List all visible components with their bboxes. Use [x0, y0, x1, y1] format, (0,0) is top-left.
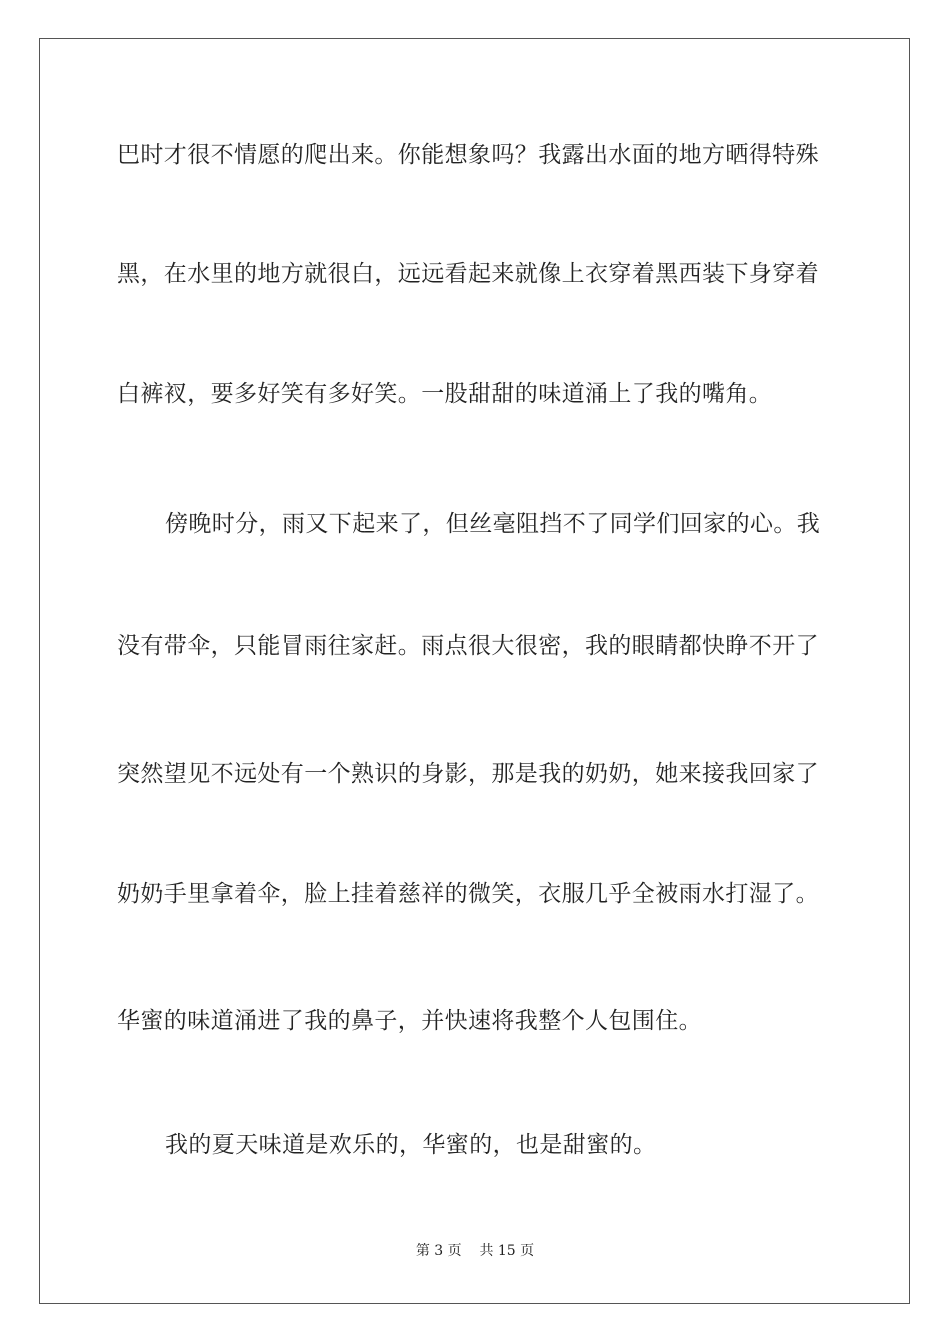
text-line-6: 突然望见不远处有一个熟识的身影，那是我的奶奶，她来接我回家了	[117, 761, 819, 787]
page-footer	[0, 1240, 950, 1260]
text-line-7: 奶奶手里拿着伞，脸上挂着慈祥的微笑，衣服几乎全被雨水打湿了。	[117, 881, 819, 907]
text-line-2: 黑，在水里的地方就很白，远远看起来就像上衣穿着黑西装下身穿着	[117, 261, 819, 287]
text-line-4: 傍晚时分，雨又下起来了，但丝毫阻挡不了同学们回家的心。我	[165, 511, 821, 537]
text-line-3: 白裤衩，要多好笑有多好笑。一股甜甜的味道涌上了我的嘴角。	[117, 381, 773, 407]
page-number: 第 3 页	[415, 1243, 462, 1259]
page-frame	[39, 38, 910, 1304]
text-line-9: 我的夏天味道是欢乐的，华蜜的，也是甜蜜的。	[165, 1132, 657, 1158]
text-line-8: 华蜜的味道涌进了我的鼻子，并快速将我整个人包围住。	[117, 1008, 702, 1034]
text-line-1: 巴时才很不情愿的爬出来。你能想象吗？我露出水面的地方晒得特殊	[117, 142, 819, 168]
page-total: 共 15 页	[479, 1243, 535, 1259]
text-line-5: 没有带伞，只能冒雨往家赶。雨点很大很密，我的眼睛都快睁不开了	[117, 633, 819, 659]
